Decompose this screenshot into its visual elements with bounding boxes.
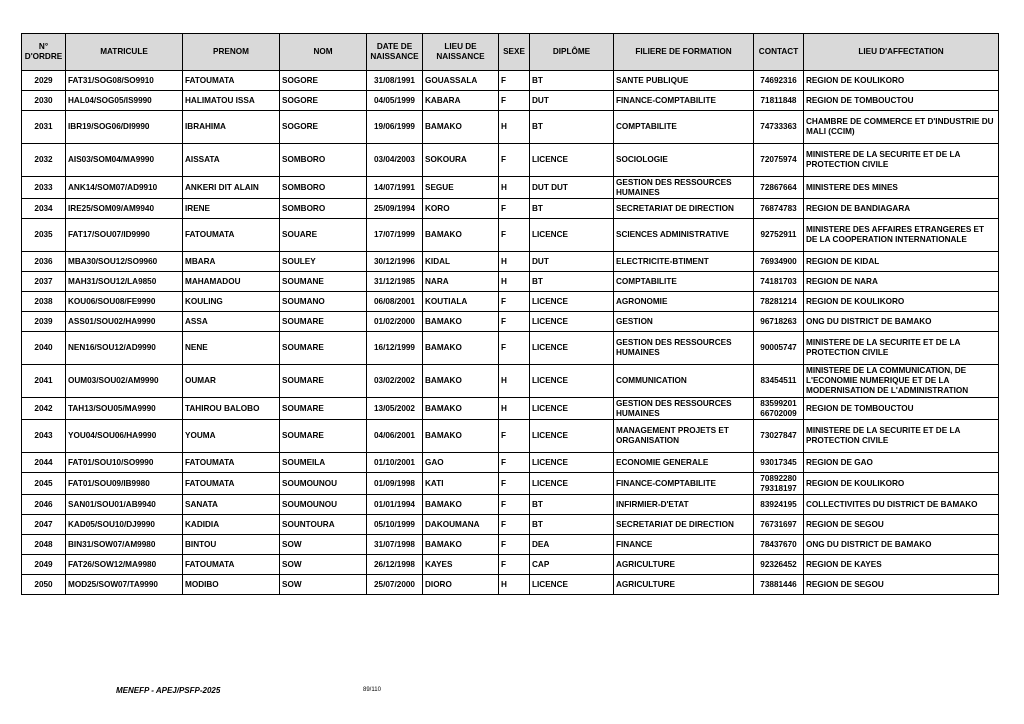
cell-num-ordre: 2035 [22, 219, 66, 252]
cell-lieu-naissance: SEGUE [423, 177, 499, 199]
cell-matricule: KAD05/SOU10/DJ9990 [66, 515, 183, 535]
cell-filiere: AGRICULTURE [614, 575, 754, 595]
cell-contact: 76934900 [754, 252, 804, 272]
cell-matricule: TAH13/SOU05/MA9990 [66, 398, 183, 420]
cell-sexe: F [499, 292, 530, 312]
cell-diplome: LICENCE [530, 292, 614, 312]
cell-lieu-affectation: ONG DU DISTRICT DE BAMAKO [804, 312, 999, 332]
cell-contact: 96718263 [754, 312, 804, 332]
cell-date-naissance: 13/05/2002 [367, 398, 423, 420]
cell-lieu-affectation: ONG DU DISTRICT DE BAMAKO [804, 535, 999, 555]
table-row [22, 535, 999, 555]
cell-filiere: SECRETARIAT DE DIRECTION [614, 199, 754, 219]
cell-num-ordre: 2036 [22, 252, 66, 272]
cell-lieu-affectation: REGION DE SEGOU [804, 575, 999, 595]
cell-diplome: DUT [530, 252, 614, 272]
cell-contact: 90005747 [754, 332, 804, 365]
cell-prenom: IRENE [183, 199, 280, 219]
cell-matricule: HAL04/SOG05/IS9990 [66, 91, 183, 111]
cell-date-naissance: 04/06/2001 [367, 420, 423, 453]
cell-lieu-affectation: MINISTERE DE LA COMMUNICATION, DE L'ECONOMIE NUMERIQUE ET DE LA MODERNISATION DE L'ADMINISTRATION [804, 365, 999, 398]
cell-diplome: DEA [530, 535, 614, 555]
cell-prenom: KOULING [183, 292, 280, 312]
cell-diplome: BT [530, 272, 614, 292]
cell-matricule: AIS03/SOM04/MA9990 [66, 144, 183, 177]
cell-prenom: FATOUMATA [183, 219, 280, 252]
cell-matricule: MBA30/SOU12/SO9960 [66, 252, 183, 272]
cell-lieu-naissance: NARA [423, 272, 499, 292]
cell-sexe: H [499, 575, 530, 595]
cell-diplome: LICENCE [530, 473, 614, 495]
cell-date-naissance: 30/12/1996 [367, 252, 423, 272]
cell-filiere: SCIENCES ADMINISTRATIVE [614, 219, 754, 252]
cell-filiere: AGRICULTURE [614, 555, 754, 575]
cell-diplome: LICENCE [530, 332, 614, 365]
cell-prenom: BINTOU [183, 535, 280, 555]
cell-filiere: AGRONOMIE [614, 292, 754, 312]
cell-contact: 72075974 [754, 144, 804, 177]
cell-lieu-naissance: BAMAKO [423, 111, 499, 144]
cell-lieu-naissance: BAMAKO [423, 495, 499, 515]
cell-sexe: H [499, 111, 530, 144]
cell-lieu-naissance: KOUTIALA [423, 292, 499, 312]
cell-sexe: F [499, 453, 530, 473]
header-row [22, 34, 999, 71]
cell-lieu-naissance: BAMAKO [423, 398, 499, 420]
cell-contact: 83454511 [754, 365, 804, 398]
cell-contact: 76874783 [754, 199, 804, 219]
cell-prenom: MODIBO [183, 575, 280, 595]
header-lieu-naissance: LIEU DE NAISSANCE [423, 34, 499, 71]
cell-date-naissance: 16/12/1999 [367, 332, 423, 365]
cell-contact: 83599201 66702009 [754, 398, 804, 420]
cell-lieu-naissance: BAMAKO [423, 535, 499, 555]
cell-contact: 73027847 [754, 420, 804, 453]
cell-date-naissance: 31/12/1985 [367, 272, 423, 292]
cell-num-ordre: 2049 [22, 555, 66, 575]
cell-sexe: F [499, 199, 530, 219]
cell-contact: 92326452 [754, 555, 804, 575]
cell-lieu-affectation: REGION DE GAO [804, 453, 999, 473]
cell-matricule: NEN16/SOU12/AD9990 [66, 332, 183, 365]
cell-date-naissance: 01/02/2000 [367, 312, 423, 332]
cell-matricule: FAT01/SOU09/IB9980 [66, 473, 183, 495]
cell-sexe: F [499, 535, 530, 555]
table-row [22, 292, 999, 312]
cell-diplome: LICENCE [530, 398, 614, 420]
cell-lieu-naissance: KIDAL [423, 252, 499, 272]
cell-date-naissance: 03/02/2002 [367, 365, 423, 398]
cell-nom: SOW [280, 575, 367, 595]
cell-nom: SOUMARE [280, 332, 367, 365]
cell-sexe: F [499, 71, 530, 91]
cell-lieu-affectation: MINISTERE DE LA SECURITE ET DE LA PROTECTION CIVILE [804, 144, 999, 177]
cell-contact: 78437670 [754, 535, 804, 555]
cell-num-ordre: 2041 [22, 365, 66, 398]
cell-filiere: INFIRMIER-D'ETAT [614, 495, 754, 515]
cell-sexe: H [499, 365, 530, 398]
cell-num-ordre: 2032 [22, 144, 66, 177]
cell-matricule: FAT01/SOU10/SO9990 [66, 453, 183, 473]
cell-sexe: F [499, 495, 530, 515]
cell-lieu-naissance: BAMAKO [423, 365, 499, 398]
cell-matricule: IRE25/SOM09/AM9940 [66, 199, 183, 219]
cell-lieu-affectation: MINISTERE DES MINES [804, 177, 999, 199]
header-lieu-affectation: LIEU D'AFFECTATION [804, 34, 999, 71]
cell-filiere: FINANCE-COMPTABILITE [614, 473, 754, 495]
cell-filiere: FINANCE-COMPTABILITE [614, 91, 754, 111]
cell-date-naissance: 31/07/1998 [367, 535, 423, 555]
cell-matricule: IBR19/SOG06/DI9990 [66, 111, 183, 144]
cell-num-ordre: 2037 [22, 272, 66, 292]
header-sexe: SEXE [499, 34, 530, 71]
cell-prenom: OUMAR [183, 365, 280, 398]
cell-contact: 92752911 [754, 219, 804, 252]
cell-contact: 76731697 [754, 515, 804, 535]
cell-diplome: DUT [530, 91, 614, 111]
cell-diplome: LICENCE [530, 144, 614, 177]
cell-num-ordre: 2043 [22, 420, 66, 453]
cell-nom: SOUMANO [280, 292, 367, 312]
cell-diplome: LICENCE [530, 312, 614, 332]
cell-nom: SOUNTOURA [280, 515, 367, 535]
cell-diplome: LICENCE [530, 365, 614, 398]
cell-lieu-affectation: REGION DE NARA [804, 272, 999, 292]
header-prenom: PRENOM [183, 34, 280, 71]
cell-num-ordre: 2030 [22, 91, 66, 111]
page-number: 89/110 [363, 687, 381, 693]
cell-nom: SOUMARE [280, 398, 367, 420]
cell-lieu-naissance: BAMAKO [423, 420, 499, 453]
cell-matricule: YOU04/SOU06/HA9990 [66, 420, 183, 453]
cell-lieu-affectation: REGION DE KOULIKORO [804, 473, 999, 495]
affectation-table [21, 33, 999, 595]
cell-filiere: MANAGEMENT PROJETS ET ORGANISATION [614, 420, 754, 453]
cell-lieu-affectation: REGION DE TOMBOUCTOU [804, 398, 999, 420]
cell-lieu-naissance: DAKOUMANA [423, 515, 499, 535]
cell-nom: SOMBORO [280, 199, 367, 219]
cell-lieu-naissance: KAYES [423, 555, 499, 575]
cell-lieu-naissance: KORO [423, 199, 499, 219]
cell-nom: SOUMARE [280, 312, 367, 332]
cell-lieu-naissance: KATI [423, 473, 499, 495]
table-row [22, 453, 999, 473]
cell-num-ordre: 2031 [22, 111, 66, 144]
cell-sexe: H [499, 272, 530, 292]
cell-date-naissance: 25/07/2000 [367, 575, 423, 595]
cell-nom: SOW [280, 535, 367, 555]
cell-filiere: ELECTRICITE-BTIMENT [614, 252, 754, 272]
cell-nom: SOW [280, 555, 367, 575]
cell-contact: 93017345 [754, 453, 804, 473]
cell-matricule: ANK14/SOM07/AD9910 [66, 177, 183, 199]
cell-num-ordre: 2048 [22, 535, 66, 555]
cell-filiere: SANTE PUBLIQUE [614, 71, 754, 91]
cell-sexe: F [499, 473, 530, 495]
header-filiere: FILIERE DE FORMATION [614, 34, 754, 71]
cell-contact: 78281214 [754, 292, 804, 312]
table-row [22, 312, 999, 332]
cell-contact: 74733363 [754, 111, 804, 144]
cell-nom: SOUMANE [280, 272, 367, 292]
header-contact: CONTACT [754, 34, 804, 71]
cell-lieu-naissance: GOUASSALA [423, 71, 499, 91]
cell-sexe: F [499, 420, 530, 453]
table-row [22, 515, 999, 535]
cell-lieu-affectation: REGION DE KOULIKORO [804, 71, 999, 91]
cell-nom: SOUARE [280, 219, 367, 252]
cell-num-ordre: 2038 [22, 292, 66, 312]
cell-filiere: COMPTABILITE [614, 272, 754, 292]
table-row [22, 199, 999, 219]
cell-matricule: ASS01/SOU02/HA9990 [66, 312, 183, 332]
cell-lieu-naissance: GAO [423, 453, 499, 473]
cell-num-ordre: 2034 [22, 199, 66, 219]
cell-filiere: GESTION DES RESSOURCES HUMAINES [614, 398, 754, 420]
table-row [22, 365, 999, 398]
cell-nom: SOMBORO [280, 144, 367, 177]
cell-contact: 71811848 [754, 91, 804, 111]
cell-filiere: SOCIOLOGIE [614, 144, 754, 177]
table-row [22, 398, 999, 420]
cell-sexe: F [499, 332, 530, 365]
cell-contact: 83924195 [754, 495, 804, 515]
cell-matricule: FAT31/SOG08/SO9910 [66, 71, 183, 91]
header-nom: NOM [280, 34, 367, 71]
cell-prenom: SANATA [183, 495, 280, 515]
cell-diplome: BT [530, 515, 614, 535]
cell-num-ordre: 2045 [22, 473, 66, 495]
cell-diplome: LICENCE [530, 575, 614, 595]
cell-matricule: MAH31/SOU12/LA9850 [66, 272, 183, 292]
table-row [22, 252, 999, 272]
cell-diplome: BT [530, 199, 614, 219]
header-diplome: DIPLÔME [530, 34, 614, 71]
cell-prenom: ASSA [183, 312, 280, 332]
cell-lieu-affectation: COLLECTIVITES DU DISTRICT DE BAMAKO [804, 495, 999, 515]
cell-matricule: FAT26/SOW12/MA9980 [66, 555, 183, 575]
cell-date-naissance: 06/08/2001 [367, 292, 423, 312]
cell-filiere: COMPTABILITE [614, 111, 754, 144]
cell-nom: SOMBORO [280, 177, 367, 199]
cell-matricule: FAT17/SOU07/ID9990 [66, 219, 183, 252]
cell-num-ordre: 2046 [22, 495, 66, 515]
cell-prenom: YOUMA [183, 420, 280, 453]
cell-nom: SOUMEILA [280, 453, 367, 473]
header-num-ordre: N° D'ORDRE [22, 34, 66, 71]
cell-nom: SOULEY [280, 252, 367, 272]
table-row [22, 332, 999, 365]
cell-prenom: ANKERI DIT ALAIN [183, 177, 280, 199]
cell-lieu-naissance: SOKOURA [423, 144, 499, 177]
cell-prenom: NENE [183, 332, 280, 365]
cell-filiere: FINANCE [614, 535, 754, 555]
cell-filiere: GESTION DES RESSOURCES HUMAINES [614, 177, 754, 199]
cell-contact: 74181703 [754, 272, 804, 292]
cell-lieu-affectation: REGION DE BANDIAGARA [804, 199, 999, 219]
cell-contact: 74692316 [754, 71, 804, 91]
cell-date-naissance: 31/08/1991 [367, 71, 423, 91]
cell-date-naissance: 01/01/1994 [367, 495, 423, 515]
cell-matricule: BIN31/SOW07/AM9980 [66, 535, 183, 555]
cell-lieu-naissance: BAMAKO [423, 312, 499, 332]
cell-sexe: H [499, 177, 530, 199]
cell-matricule: SAN01/SOU01/AB9940 [66, 495, 183, 515]
cell-prenom: FATOUMATA [183, 555, 280, 575]
table-row [22, 420, 999, 453]
cell-nom: SOUMOUNOU [280, 473, 367, 495]
footer-title: MENEFP - APEJ/PSFP-2025 [116, 686, 221, 695]
cell-lieu-affectation: REGION DE TOMBOUCTOU [804, 91, 999, 111]
cell-filiere: GESTION [614, 312, 754, 332]
cell-diplome: LICENCE [530, 420, 614, 453]
cell-num-ordre: 2039 [22, 312, 66, 332]
table-row [22, 272, 999, 292]
cell-contact: 70892280 79318197 [754, 473, 804, 495]
cell-num-ordre: 2033 [22, 177, 66, 199]
table-row [22, 219, 999, 252]
table-row [22, 111, 999, 144]
cell-filiere: GESTION DES RESSOURCES HUMAINES [614, 332, 754, 365]
cell-matricule: KOU06/SOU08/FE9990 [66, 292, 183, 312]
table-row [22, 495, 999, 515]
table-body [22, 71, 999, 595]
cell-prenom: MBARA [183, 252, 280, 272]
cell-sexe: F [499, 555, 530, 575]
header-matricule: MATRICULE [66, 34, 183, 71]
cell-lieu-affectation: CHAMBRE DE COMMERCE ET D'INDUSTRIE DU MALI (CCIM) [804, 111, 999, 144]
table-row [22, 144, 999, 177]
cell-prenom: TAHIROU BALOBO [183, 398, 280, 420]
cell-diplome: BT [530, 111, 614, 144]
cell-num-ordre: 2040 [22, 332, 66, 365]
table-row [22, 473, 999, 495]
cell-contact: 73881446 [754, 575, 804, 595]
cell-contact: 72867664 [754, 177, 804, 199]
cell-nom: SOGORE [280, 111, 367, 144]
cell-prenom: IBRAHIMA [183, 111, 280, 144]
cell-filiere: ECONOMIE GENERALE [614, 453, 754, 473]
cell-lieu-naissance: BAMAKO [423, 332, 499, 365]
cell-num-ordre: 2050 [22, 575, 66, 595]
cell-prenom: FATOUMATA [183, 473, 280, 495]
table-row [22, 177, 999, 199]
cell-nom: SOUMARE [280, 365, 367, 398]
cell-date-naissance: 04/05/1999 [367, 91, 423, 111]
cell-lieu-affectation: REGION DE KIDAL [804, 252, 999, 272]
cell-sexe: F [499, 515, 530, 535]
cell-date-naissance: 17/07/1999 [367, 219, 423, 252]
cell-num-ordre: 2044 [22, 453, 66, 473]
cell-lieu-affectation: MINISTERE DES AFFAIRES ETRANGERES ET DE LA COOPERATION INTERNATIONALE [804, 219, 999, 252]
cell-lieu-affectation: MINISTERE DE LA SECURITE ET DE LA PROTECTION CIVILE [804, 332, 999, 365]
cell-diplome: BT [530, 495, 614, 515]
cell-diplome: LICENCE [530, 219, 614, 252]
cell-prenom: KADIDIA [183, 515, 280, 535]
cell-date-naissance: 01/10/2001 [367, 453, 423, 473]
cell-diplome: LICENCE [530, 453, 614, 473]
cell-filiere: COMMUNICATION [614, 365, 754, 398]
cell-sexe: H [499, 252, 530, 272]
cell-diplome: CAP [530, 555, 614, 575]
cell-sexe: F [499, 144, 530, 177]
cell-nom: SOUMARE [280, 420, 367, 453]
cell-date-naissance: 25/09/1994 [367, 199, 423, 219]
table-row [22, 575, 999, 595]
cell-sexe: F [499, 219, 530, 252]
cell-nom: SOGORE [280, 91, 367, 111]
cell-nom: SOGORE [280, 71, 367, 91]
cell-date-naissance: 19/06/1999 [367, 111, 423, 144]
cell-lieu-naissance: DIORO [423, 575, 499, 595]
cell-date-naissance: 05/10/1999 [367, 515, 423, 535]
cell-sexe: F [499, 91, 530, 111]
header-date-naissance: DATE DE NAISSANCE [367, 34, 423, 71]
table-row [22, 555, 999, 575]
cell-nom: SOUMOUNOU [280, 495, 367, 515]
cell-lieu-affectation: REGION DE SEGOU [804, 515, 999, 535]
cell-matricule: MOD25/SOW07/TA9990 [66, 575, 183, 595]
cell-lieu-naissance: KABARA [423, 91, 499, 111]
cell-prenom: FATOUMATA [183, 71, 280, 91]
cell-date-naissance: 26/12/1998 [367, 555, 423, 575]
cell-sexe: H [499, 398, 530, 420]
cell-lieu-affectation: MINISTERE DE LA SECURITE ET DE LA PROTECTION CIVILE [804, 420, 999, 453]
cell-num-ordre: 2029 [22, 71, 66, 91]
table-row [22, 71, 999, 91]
cell-diplome: DUT DUT [530, 177, 614, 199]
table-row [22, 91, 999, 111]
cell-prenom: MAHAMADOU [183, 272, 280, 292]
cell-date-naissance: 03/04/2003 [367, 144, 423, 177]
cell-lieu-naissance: BAMAKO [423, 219, 499, 252]
cell-lieu-affectation: REGION DE KOULIKORO [804, 292, 999, 312]
cell-diplome: BT [530, 71, 614, 91]
cell-date-naissance: 14/07/1991 [367, 177, 423, 199]
cell-num-ordre: 2042 [22, 398, 66, 420]
cell-filiere: SECRETARIAT DE DIRECTION [614, 515, 754, 535]
cell-sexe: F [499, 312, 530, 332]
cell-date-naissance: 01/09/1998 [367, 473, 423, 495]
cell-lieu-affectation: REGION DE KAYES [804, 555, 999, 575]
cell-prenom: AISSATA [183, 144, 280, 177]
cell-prenom: HALIMATOU ISSA [183, 91, 280, 111]
cell-matricule: OUM03/SOU02/AM9990 [66, 365, 183, 398]
cell-prenom: FATOUMATA [183, 453, 280, 473]
cell-num-ordre: 2047 [22, 515, 66, 535]
